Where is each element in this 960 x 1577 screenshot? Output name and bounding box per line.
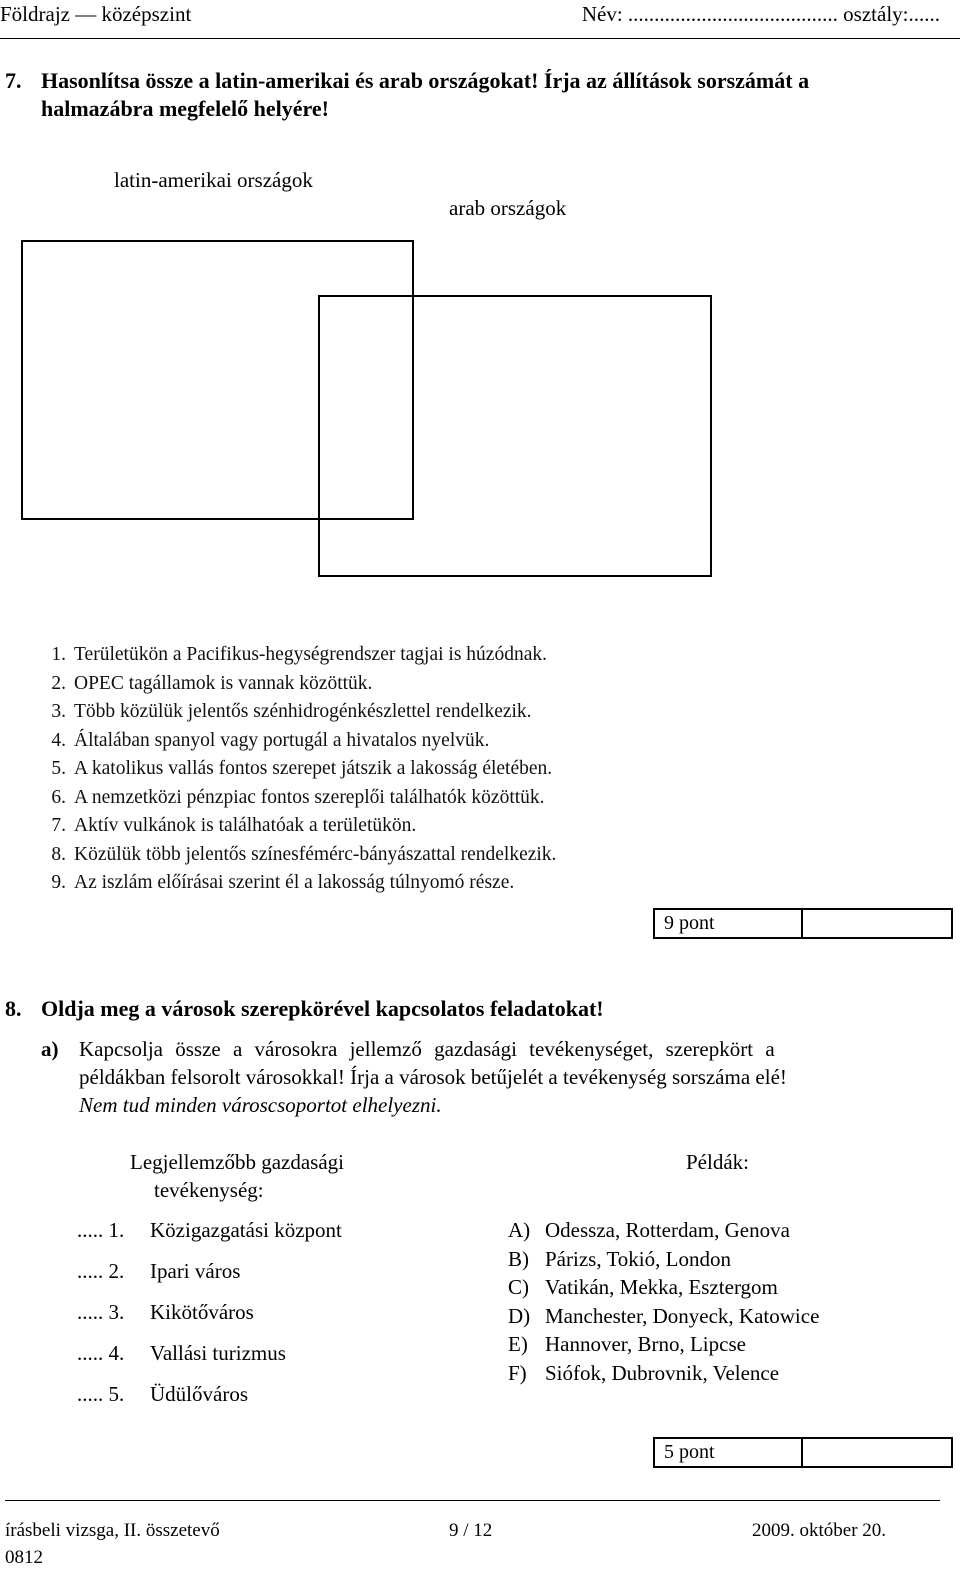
footer-rule [5,1500,940,1501]
activity-item [77,1300,254,1325]
activity-text: Közigazgatási központ [150,1218,342,1242]
activity-text: Üdülőváros [150,1382,248,1406]
statement-item [38,730,489,752]
statement-number: 6. [51,786,66,808]
example-item [508,1361,779,1386]
example-item [508,1275,778,1300]
example-cities: Manchester, Donyeck, Katowice [545,1303,820,1328]
q8-score-empty [803,1439,951,1466]
q8a-note: Nem tud minden városcsoportot elhelyezni. [79,1093,442,1117]
q7-line2: halmazábra megfelelő helyére! [41,96,329,121]
example-letter: C) [508,1275,529,1299]
activity-answer-slot[interactable]: ..... 1. [77,1218,125,1242]
activity-answer-slot[interactable]: ..... 5. [77,1382,125,1406]
activity-text: Ipari város [150,1259,241,1283]
statement-text: Általában spanyol vagy portugál a hivatalos nyelvük. [74,729,490,751]
q8a-line1: Kapcsolja össze a városokra jellemző gazdasági tevékenységet, szerepkört a [79,1037,775,1061]
statement-text: A katolikus vallás fontos szerepet játszik a lakosság életében. [74,758,553,779]
statement-number: 4. [51,729,66,751]
example-letter: B) [508,1246,529,1271]
example-item [508,1332,746,1357]
footer-page-number: 9 / 12 [449,1520,493,1541]
activity-item [77,1218,342,1243]
activity-item [77,1382,248,1407]
example-item [508,1247,731,1272]
q7-score-label: 9 pont [655,910,803,937]
example-letter: F) [508,1360,527,1385]
activity-item [77,1341,286,1366]
example-item [508,1218,790,1243]
statement-item [38,644,547,666]
example-letter: E) [508,1332,528,1356]
q8-title: Oldja meg a városok szerepkörével kapcsolatos feladatokat! [41,996,604,1021]
activity-text: Kikötőváros [150,1300,254,1324]
activity-answer-slot[interactable]: ..... 4. [77,1341,125,1365]
statement-number: 8. [51,843,66,865]
statement-item [38,673,372,695]
q8-number: 8. [5,996,22,1021]
activity-head-1: Legjellemzőbb gazdasági [130,1150,344,1174]
activity-answer-slot[interactable]: ..... 2. [77,1259,125,1283]
header-name-class-field: Név: ........................................ osztály:...... [581,2,940,26]
statement-number: 7. [51,815,66,836]
example-cities: Párizs, Tokió, London [545,1246,731,1271]
example-cities: Hannover, Brno, Lipcse [545,1332,746,1356]
statement-text: Több közülük jelentős szénhidrogénkészlettel rendelkezik. [74,701,532,722]
statement-item [38,815,416,837]
statement-item [38,787,545,809]
q7-score-empty [803,910,951,937]
statement-text: Közülük több jelentős színesfémérc-bányászattal rendelkezik. [74,843,557,865]
footer-code: 0812 [5,1547,43,1568]
q7-score-box [653,908,953,939]
activity-text: Vallási turizmus [150,1341,286,1365]
example-cities: Siófok, Dubrovnik, Velence [545,1360,780,1385]
statement-item [38,701,532,723]
statement-number: 3. [51,701,66,722]
example-letter: D) [508,1303,531,1328]
q8a-label: a) [41,1037,59,1061]
statement-number: 2. [51,672,66,694]
example-cities: Vatikán, Mekka, Esztergom [545,1275,778,1299]
q8-score-label: 5 pont [655,1439,803,1466]
activity-head-2: tevékenység: [154,1178,264,1202]
q7-number: 7. [5,68,22,93]
footer-exam-part: írásbeli vizsga, II. összetevő [5,1520,220,1541]
examples-head: Példák: [686,1150,749,1174]
statement-text: Területükön a Pacifikus-hegységrendszer tagjai is húzódnak. [74,644,547,665]
statement-item [38,872,514,894]
statement-number: 1. [51,644,66,665]
statement-item [38,844,556,866]
header-subject: Földrajz — középszint [0,2,192,26]
statement-text: OPEC tagállamok is vannak közöttük. [74,672,373,694]
statement-item [38,758,552,780]
set-b-label: arab országok [449,196,567,220]
statement-text: Az iszlám előírásai szerint él a lakosság túlnyomó része. [74,872,515,893]
footer-date: 2009. október 20. [752,1520,887,1541]
set-b-box [318,295,712,577]
statement-text: A nemzetközi pénzpiac fontos szereplői találhatók közöttük. [74,786,545,808]
q8-score-box [653,1437,953,1468]
example-letter: A) [508,1218,531,1242]
statement-number: 9. [51,872,66,893]
activity-answer-slot[interactable]: ..... 3. [77,1300,125,1324]
activity-item [77,1259,240,1284]
set-a-label: latin-amerikai országok [114,168,313,192]
example-item [508,1304,819,1329]
statement-text: Aktív vulkánok is találhatóak a területükön. [74,815,417,836]
q8a-line2: példákban felsorolt városokkal! Írja a városok betűjelét a tevékenység sorszáma elé! [79,1065,787,1089]
example-cities: Odessza, Rotterdam, Genova [545,1218,790,1242]
q7-line1: Hasonlítsa össze a latin-amerikai és arab országokat! Írja az állítások sorszámát a [41,68,810,93]
header-rule [0,38,960,39]
statement-number: 5. [51,758,66,779]
